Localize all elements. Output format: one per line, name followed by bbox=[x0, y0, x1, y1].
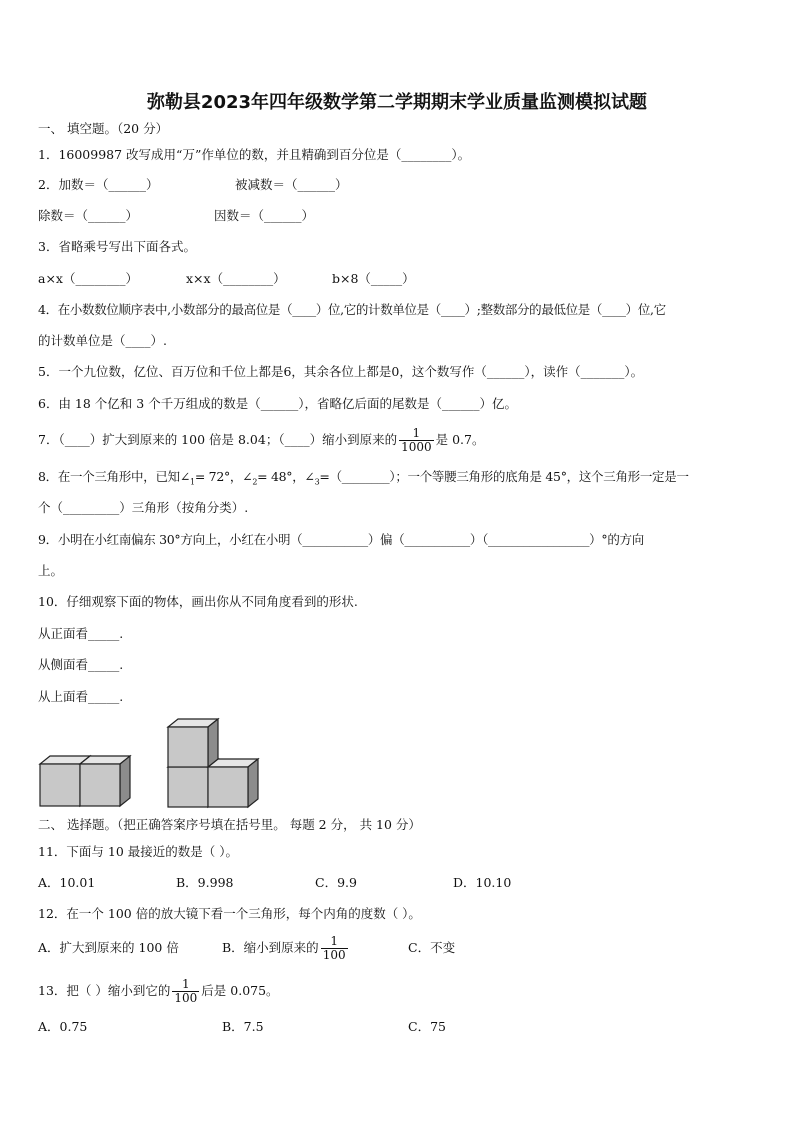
question-5: 5．一个九位数，亿位、百万位和千位上都是6，其余各位上都是0，这个数写作（______），读作（_______）。 bbox=[38, 364, 644, 379]
question-11-option-c: C．9.9 bbox=[315, 875, 357, 890]
question-9-line-2: 上。 bbox=[38, 563, 64, 578]
question-9-line-1: 9．小明在小红南偏东 30°方向上，小红在小明（___________）偏（___________）（_________________）°的方向 bbox=[38, 532, 644, 547]
question-12-option-b bbox=[222, 933, 350, 963]
q8-sub-3: 3 bbox=[314, 477, 320, 487]
question-3-b: x×x（________） bbox=[186, 271, 286, 286]
fraction-denominator: 100 bbox=[322, 948, 346, 962]
question-11-option-a: A．10.01 bbox=[38, 875, 96, 890]
section-2-heading: 二、 选择题。（把正确答案序号填在括号里。 每题 2 分， 共 10 分） bbox=[38, 817, 421, 832]
question-12: 12．在一个 100 倍的放大镜下看一个三角形，每个内角的度数（ ）。 bbox=[38, 906, 421, 921]
question-8-line-2: 个（_________）三角形（按角分类）. bbox=[38, 500, 249, 515]
fraction-numerator: 1 bbox=[399, 427, 434, 441]
cubes-figure bbox=[36, 714, 268, 810]
question-6: 6．由 18 个亿和 3 个千万组成的数是（______），省略亿后面的尾数是（______）亿。 bbox=[38, 396, 517, 411]
fraction-denominator: 1000 bbox=[401, 440, 432, 454]
fraction-1-100 bbox=[172, 978, 199, 1005]
question-7-text: 7．（____）扩大到原来的 100 倍是 8.04；（____）缩小到原来的 bbox=[38, 432, 398, 447]
question-13-option-b: B．7.5 bbox=[222, 1019, 264, 1034]
question-7 bbox=[38, 425, 484, 455]
question-8-line-1 bbox=[38, 469, 689, 491]
question-12-option-a: A．扩大到原来的 100 倍 bbox=[38, 940, 179, 955]
q8-text-1: 8．在一个三角形中，已知∠ bbox=[38, 469, 191, 484]
question-7-end: 是 0.7。 bbox=[435, 432, 485, 447]
question-10: 10．仔细观察下面的物体，画出你从不同角度看到的形状. bbox=[38, 594, 358, 609]
question-10-top-view: 从上面看_____. bbox=[38, 689, 124, 704]
fraction-1-1000 bbox=[399, 427, 434, 454]
question-2-addend: 2．加数＝（______） bbox=[38, 177, 159, 192]
question-2-factor: 因数＝（______） bbox=[214, 208, 315, 223]
fraction-numerator: 1 bbox=[321, 935, 348, 949]
fraction-numerator: 1 bbox=[172, 978, 199, 992]
cube-right-bottom-2 bbox=[208, 759, 258, 807]
fraction-1-100 bbox=[321, 935, 348, 962]
option-b-text: B．缩小到原来的 bbox=[222, 940, 319, 955]
question-4-line-2: 的计数单位是（____）. bbox=[38, 333, 167, 348]
question-2-divisor: 除数＝（______） bbox=[38, 208, 139, 223]
q8-text-2: = 72°，∠ bbox=[194, 469, 253, 484]
question-13 bbox=[38, 976, 279, 1006]
question-12-option-c: C．不变 bbox=[408, 940, 456, 955]
question-13-option-a: A．0.75 bbox=[38, 1019, 88, 1034]
question-11-option-d: D．10.10 bbox=[453, 875, 512, 890]
question-13-text: 13．把（ ）缩小到它的 bbox=[38, 983, 171, 998]
fraction-denominator: 100 bbox=[174, 991, 198, 1005]
page-title: 弥勒县2023年四年级数学第二学期期末学业质量监测模拟试题 bbox=[146, 92, 648, 113]
section-1-heading: 一、 填空题。（20 分） bbox=[38, 121, 169, 136]
question-13-option-c: C．75 bbox=[408, 1019, 446, 1034]
question-4-line-1: 4．在小数数位顺序表中,小数部分的最高位是（____）位,它的计数单位是（____）;整数部分的最低位是（____）位,它 bbox=[38, 302, 666, 317]
question-11: 11．下面与 10 最接近的数是（ ）。 bbox=[38, 844, 238, 859]
question-2-minuend: 被减数＝（______） bbox=[235, 177, 348, 192]
question-13-end: 后是 0.075。 bbox=[201, 983, 279, 998]
cube-left-2 bbox=[80, 756, 130, 806]
q8-text-3: = 48°，∠ bbox=[257, 469, 315, 484]
question-3-a: a×x（________） bbox=[38, 271, 138, 286]
question-11-option-b: B．9.998 bbox=[176, 875, 234, 890]
question-10-side-view: 从侧面看_____. bbox=[38, 657, 124, 672]
q8-text-4: =（________）；一个等腰三角形的底角是 45°，这个三角形一定是一 bbox=[319, 469, 689, 484]
cube-right-top bbox=[168, 719, 218, 767]
question-10-front-view: 从正面看_____. bbox=[38, 626, 124, 641]
question-1: 1．16009987 改写成用“万”作单位的数，并且精确到百分位是（________）。 bbox=[38, 147, 471, 162]
q8-sub-1: 1 bbox=[190, 477, 195, 487]
question-3: 3．省略乘号写出下面各式。 bbox=[38, 239, 196, 254]
question-3-c: b×8（_____） bbox=[332, 271, 415, 286]
q8-sub-2: 2 bbox=[252, 477, 258, 487]
